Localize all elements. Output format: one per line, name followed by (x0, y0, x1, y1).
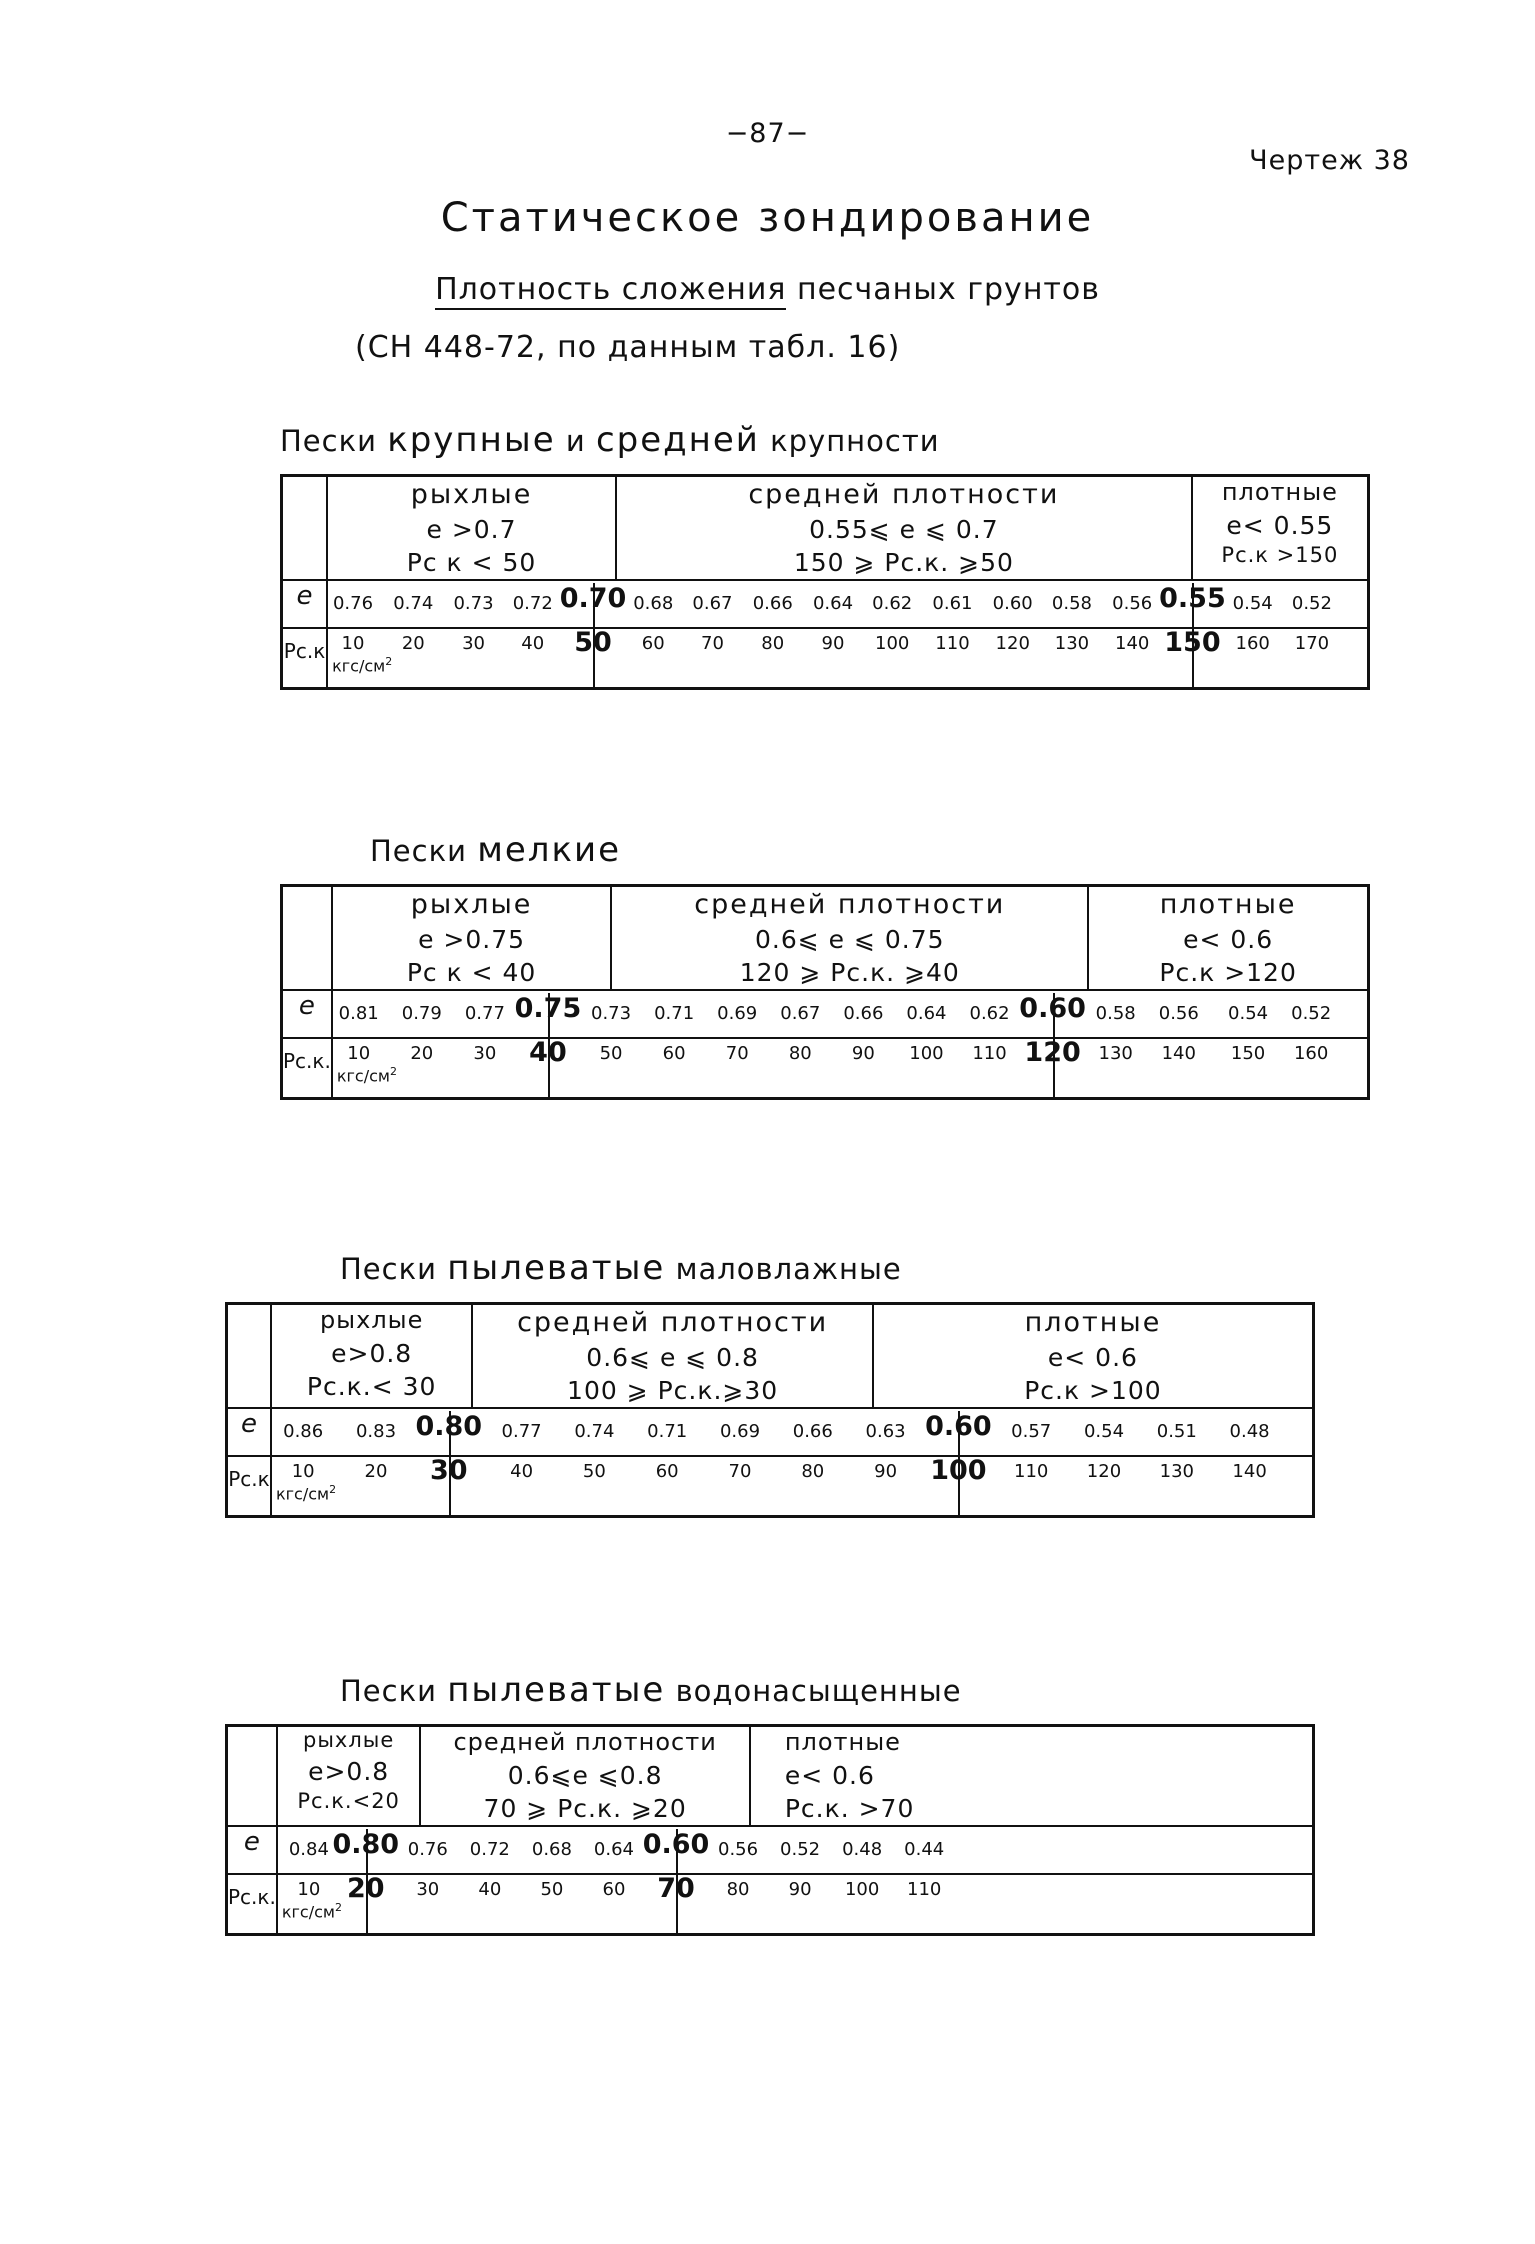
marker-line (449, 1411, 451, 1515)
category-medium: средней плотности 0.6⩽e ⩽0.8 70 ⩾ Pс.к. ⩾20 (420, 1726, 749, 1826)
subtitle-underlined: Плотность сложения (435, 272, 786, 310)
table-row-p-scale (227, 1456, 1314, 1517)
category-loose: рыхлые e>0.8 Pс.к.< 30 (271, 1304, 472, 1408)
density-table (225, 1302, 1315, 1518)
category-dense: плотные e< 0.55 Pс.к >150 (1192, 476, 1369, 580)
table-row-e-scale (282, 580, 1369, 628)
density-table (280, 474, 1370, 690)
table-row-categories (227, 1304, 1314, 1408)
density-table (225, 1724, 1315, 1936)
table-row-e-scale (227, 1408, 1314, 1456)
scale-p: 10 20 30 40 50 60 70 80 90 100 110 120 130 140 150 160 170 кгс/$см^2$ (327, 628, 1368, 689)
category-loose: рыхлые e >0.7 Pс к < 50 (327, 476, 616, 580)
category-medium: средней плотности 0.6⩽ e ⩽ 0.75 120 ⩾ Pс.к. ⩾40 (611, 886, 1088, 990)
table-row-p-scale (282, 1038, 1369, 1099)
row-label-p: Pс.к. (227, 1874, 277, 1935)
table-row-categories (227, 1726, 1314, 1826)
table-row-e-scale (282, 990, 1369, 1038)
marker-line (366, 1829, 368, 1933)
marker-line (1053, 993, 1055, 1097)
units-label: кгс/$см^2$ (332, 654, 393, 675)
category-loose: рыхлые e >0.75 Pс к < 40 (332, 886, 611, 990)
row-label-p: Pс.к (282, 628, 328, 689)
section-fine-sands (280, 830, 1535, 1100)
drawing-label: Чертеж 38 (1249, 145, 1410, 176)
row-label-e: e (282, 580, 328, 628)
units-label: кгс/$см^2$ (281, 1900, 342, 1921)
marker-line (593, 583, 595, 687)
page-title: Статическое зондирование (440, 195, 1095, 241)
table-row-categories (282, 476, 1369, 580)
category-dense: плотные e< 0.6 Pс.к >100 (873, 1304, 1314, 1408)
section-silty-low-moisture (225, 1248, 1535, 1518)
table-row-categories (282, 886, 1369, 990)
marker-line (548, 993, 550, 1097)
scale-e: 0.81 0.79 0.77 0.75 0.73 0.71 0.69 0.67 0.66 0.64 0.62 0.60 0.58 0.56 0.54 0.52 (332, 990, 1369, 1038)
row-label-p: Pс.к (227, 1456, 271, 1517)
category-dense: плотные e< 0.6 Pс.к >120 (1088, 886, 1368, 990)
section-heading: Пески крупные и средней крупности (280, 420, 940, 460)
section-heading: Пески мелкие (370, 830, 622, 870)
category-medium: средней плотности 0.55⩽ e ⩽ 0.7 150 ⩾ Pс.к. ⩾50 (616, 476, 1192, 580)
table-row-e-scale (227, 1826, 1314, 1874)
table-row-p-scale (227, 1874, 1314, 1935)
row-label-e: e (282, 990, 332, 1038)
subtitle-rest: песчаных грунтов (786, 272, 1100, 307)
category-medium: средней плотности 0.6⩽ e ⩽ 0.8 100 ⩾ Pс.к.⩾30 (472, 1304, 873, 1408)
category-dense: плотные e< 0.6 Pс.к. >70 (750, 1726, 1314, 1826)
scale-e: 0.84 0.80 0.76 0.72 0.68 0.64 0.60 0.56 0.52 0.48 0.44 (277, 1826, 1314, 1874)
section-coarse-sands (280, 420, 1535, 690)
row-label-e: e (227, 1408, 271, 1456)
section-heading: Пески пылеватые водонасыщенные (340, 1670, 962, 1710)
marker-line (1192, 583, 1194, 687)
units-label: кгс/$см^2$ (336, 1064, 397, 1085)
subtitle-primary (0, 272, 1535, 307)
marker-line (676, 1829, 678, 1933)
scale-p: 10 20 30 40 50 60 70 80 90 100 110 120 130 140 150 160 кгс/$см^2$ (332, 1038, 1369, 1099)
scale-p: 10 20 30 40 50 60 70 80 90 100 110 120 130 140 кгс/$см^2$ (271, 1456, 1314, 1517)
category-loose: рыхлые e>0.8 Pс.к.<20 (277, 1726, 421, 1826)
table-row-p-scale (282, 628, 1369, 689)
scale-e: 0.86 0.83 0.80 0.77 0.74 0.71 0.69 0.66 0.63 0.60 0.57 0.54 0.51 0.48 (271, 1408, 1314, 1456)
units-label: кгс/$см^2$ (275, 1482, 337, 1503)
density-table (280, 884, 1370, 1100)
section-silty-water-saturated (225, 1670, 1535, 1936)
row-label-p: Pс.к. (282, 1038, 332, 1099)
marker-line (958, 1411, 960, 1515)
scale-e: 0.76 0.74 0.73 0.72 0.70 0.68 0.67 0.66 0.64 0.62 0.61 0.60 0.58 0.56 0.55 0.54 0.52 (327, 580, 1368, 628)
subtitle-secondary: (СН 448-72, по данным табл. 16) (355, 330, 901, 365)
row-label-e: e (227, 1826, 277, 1874)
section-heading: Пески пылеватые маловлажные (340, 1248, 902, 1288)
page-number: −87− (725, 118, 810, 149)
scale-p: 10 20 30 40 50 60 70 80 90 100 110 кгс/$см^2$ (277, 1874, 1314, 1935)
